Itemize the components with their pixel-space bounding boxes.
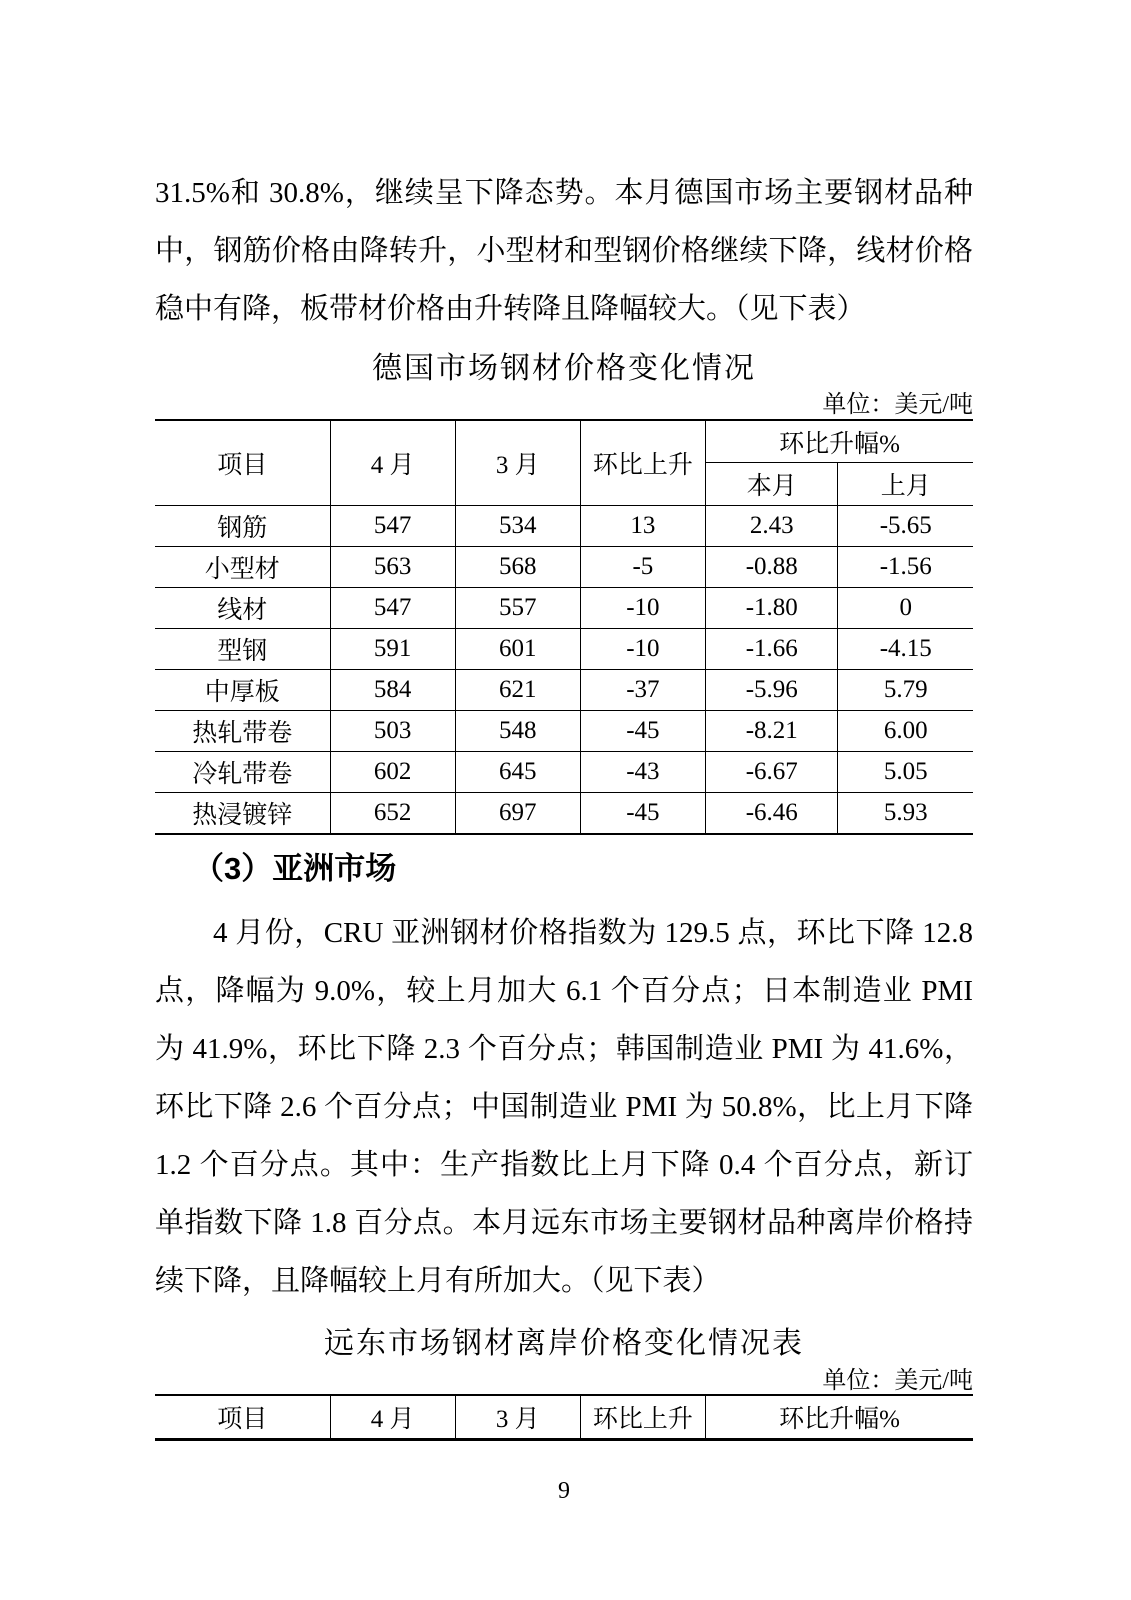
table-row — [155, 629, 973, 670]
table-row — [155, 506, 973, 547]
cell-march: 568 — [455, 547, 580, 588]
cell-last-month: 0 — [899, 594, 912, 621]
cell-last-month: -4.15 — [879, 635, 932, 662]
table-row — [155, 793, 973, 835]
paragraph-asia-market: 4 月份，CRU 亚洲钢材价格指数为 129.5 点，环比下降 12.8 点，降幅为 9.0%，较上月加大 6.1 个百分点；日本制造业 PMI 为 41.9%，环比下降 2.3 个百分点；韩国制造业 PMI 为 41.6%，环比下降 2.6 个百分点；中国制造业 PMI 为 50.8%，比上月下降 1.2 个百分点。其中：生产指数比上月下降 0.4 个百分点，新订单指数下降 1.8 百分点。本月远东市场主要钢材品种离岸价格持续下降，且降幅较上月有所加大。（见下表） — [155, 917, 973, 1297]
cell-april: 652 — [330, 793, 455, 835]
header-this-month: 本月 — [705, 463, 838, 506]
cell-change: -10 — [580, 588, 705, 629]
header-last-month: 上月 — [880, 473, 931, 500]
cell-item: 线材 — [155, 588, 330, 629]
header-item: 项目 — [155, 1395, 330, 1440]
cell-this-month: -5.96 — [705, 670, 838, 711]
cell-april: 602 — [330, 752, 455, 793]
cell-this-month: -1.80 — [705, 588, 838, 629]
cell-change: -37 — [580, 670, 705, 711]
header-mom-change: 环比上升 — [580, 420, 705, 506]
cell-this-month: -8.21 — [705, 711, 838, 752]
cell-change: -45 — [580, 793, 705, 835]
cell-last-month: 6.00 — [883, 717, 928, 744]
cell-march: 621 — [455, 670, 580, 711]
cell-item: 冷轧带卷 — [155, 752, 330, 793]
cell-april: 547 — [330, 506, 455, 547]
cell-april: 547 — [330, 588, 455, 629]
table-row — [155, 752, 973, 793]
cell-this-month: -0.88 — [705, 547, 838, 588]
cell-march: 697 — [455, 793, 580, 835]
cell-april: 591 — [330, 629, 455, 670]
table-header-row — [155, 1395, 973, 1440]
cell-april: 503 — [330, 711, 455, 752]
header-mom-pct: 环比升幅% — [779, 1406, 900, 1433]
german-table-unit-label: 单位：美元/吨 — [822, 392, 973, 418]
section-heading-asia-market: （3）亚洲市场 — [193, 851, 397, 886]
table-header-row — [155, 420, 973, 463]
cell-last-month: 5.05 — [883, 758, 928, 785]
cell-march: 645 — [455, 752, 580, 793]
cell-march: 601 — [455, 629, 580, 670]
fareast-price-table — [155, 1394, 973, 1441]
page-number: 9 — [558, 1478, 570, 1504]
cell-last-month: 5.79 — [883, 676, 928, 703]
cell-change: 13 — [580, 506, 705, 547]
german-table-title: 德国市场钢材价格变化情况 — [372, 352, 756, 385]
cell-change: -10 — [580, 629, 705, 670]
cell-item: 钢筋 — [155, 506, 330, 547]
fareast-table-title: 远东市场钢材离岸价格变化情况表 — [324, 1327, 804, 1360]
cell-march: 557 — [455, 588, 580, 629]
header-item: 项目 — [155, 420, 330, 506]
cell-this-month: -1.66 — [705, 629, 838, 670]
cell-item: 热浸镀锌 — [155, 793, 330, 835]
cell-this-month: -6.67 — [705, 752, 838, 793]
german-price-table — [155, 419, 973, 835]
cell-march: 548 — [455, 711, 580, 752]
table-row — [155, 547, 973, 588]
cell-march: 534 — [455, 506, 580, 547]
german-table-wrapper — [155, 419, 973, 835]
cell-change: -43 — [580, 752, 705, 793]
cell-change: -5 — [580, 547, 705, 588]
table-row — [155, 711, 973, 752]
cell-item: 型钢 — [155, 629, 330, 670]
cell-this-month: -6.46 — [705, 793, 838, 835]
cell-item: 热轧带卷 — [155, 711, 330, 752]
cell-change: -45 — [580, 711, 705, 752]
cell-item: 中厚板 — [155, 670, 330, 711]
paragraph-german-market: 31.5%和 30.8%，继续呈下降态势。本月德国市场主要钢材品种中，钢筋价格由降转升，小型材和型钢价格继续下降，线材价格稳中有降，板带材价格由升转降且降幅较大。（见下表） — [155, 177, 973, 325]
header-march: 3 月 — [455, 1395, 580, 1440]
header-march: 3 月 — [455, 420, 580, 506]
header-mom-pct: 环比升幅% — [705, 420, 973, 463]
header-mom-change: 环比上升 — [580, 1395, 705, 1440]
cell-this-month: 2.43 — [705, 506, 838, 547]
cell-last-month: -5.65 — [879, 512, 932, 539]
header-april: 4 月 — [330, 1395, 455, 1440]
fareast-table-wrapper — [155, 1394, 973, 1441]
fareast-table-unit-label: 单位：美元/吨 — [822, 1368, 973, 1394]
cell-last-month: -1.56 — [879, 553, 932, 580]
table-row — [155, 588, 973, 629]
cell-item: 小型材 — [155, 547, 330, 588]
header-april: 4 月 — [330, 420, 455, 506]
cell-last-month: 5.93 — [883, 799, 928, 826]
cell-april: 563 — [330, 547, 455, 588]
table-row — [155, 670, 973, 711]
cell-april: 584 — [330, 670, 455, 711]
